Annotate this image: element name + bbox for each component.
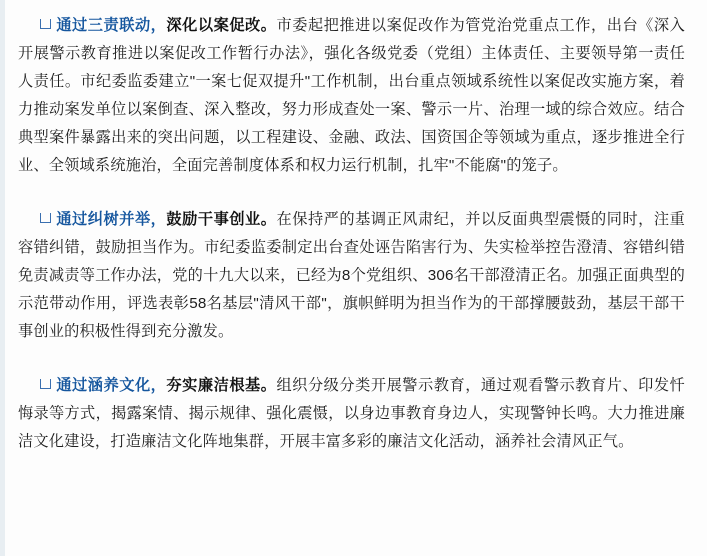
paragraph-1-body: 市委起把推进以案促改作为管党治党重点工作，出台《深入开展警示教育推进以案促改工作暂行办法》，强化各级党委（党组）主体责任、主要领导第一责任人责任。市纪委监委建立"一案七促双提升"工作机制，出台重点领域系统性以案促改实施方案，着力推动案发单位以案倒查、深入整改，努力形成查处一案、警示一片、治理一域的综合效应。结合典型案件暴露出来的突出问题，以工程建设、金融、政法、国资国企等领域为重点，逐步推进全行业、全领域系统施治，全面完善制度体系和权力运行机制，扎牢"不能腐"的笼子。 <box>18 17 686 174</box>
paragraph-1-heading-blue: 通过三责联动， <box>56 17 167 34</box>
paragraph-2-heading-blue: 通过纠树并举， <box>56 211 167 228</box>
paragraph-3-body: 组织分级分类开展警示教育，通过观看警示教育片、印发忏悔录等方式，揭露案情、揭示规律、强化震慑，以身边事教育身边人，实现警钟长鸣。大力推进廉洁文化建设，打造廉洁文化阵地集群，开展丰富多彩的廉洁文化活动，涵养社会清风正气。 <box>18 377 686 450</box>
paragraph-3 <box>18 372 685 456</box>
paragraph-1-heading-dark: 深化以案促改。 <box>166 17 277 34</box>
square-bullet-icon <box>40 379 51 389</box>
paragraph-3-heading-dark: 夯实廉洁根基。 <box>166 377 277 394</box>
paragraph-2 <box>18 206 685 346</box>
page-left-rail <box>0 0 5 556</box>
paragraph-2-body: 在保持严的基调正风肃纪，并以反面典型震慑的同时，注重容错纠错，鼓励担当作为。市纪委监委制定出台查处诬告陷害行为、失实检举控告澄清、容错纠错免责减责等工作办法，党的十九大以来，已经为8个党组织、306名干部澄清正名。加强正面典型的示范带动作用，评选表彰58名基层"清风干部"，旗帜鲜明为担当作为的干部撑腰鼓劲，基层干部干事创业的积极性得到充分激发。 <box>18 211 686 340</box>
paragraph-2-heading-dark: 鼓励干事创业。 <box>166 211 277 228</box>
square-bullet-icon <box>40 19 51 29</box>
paragraph-1 <box>18 12 685 180</box>
paragraph-3-heading-blue: 通过涵养文化， <box>56 377 167 394</box>
square-bullet-icon <box>40 213 51 223</box>
